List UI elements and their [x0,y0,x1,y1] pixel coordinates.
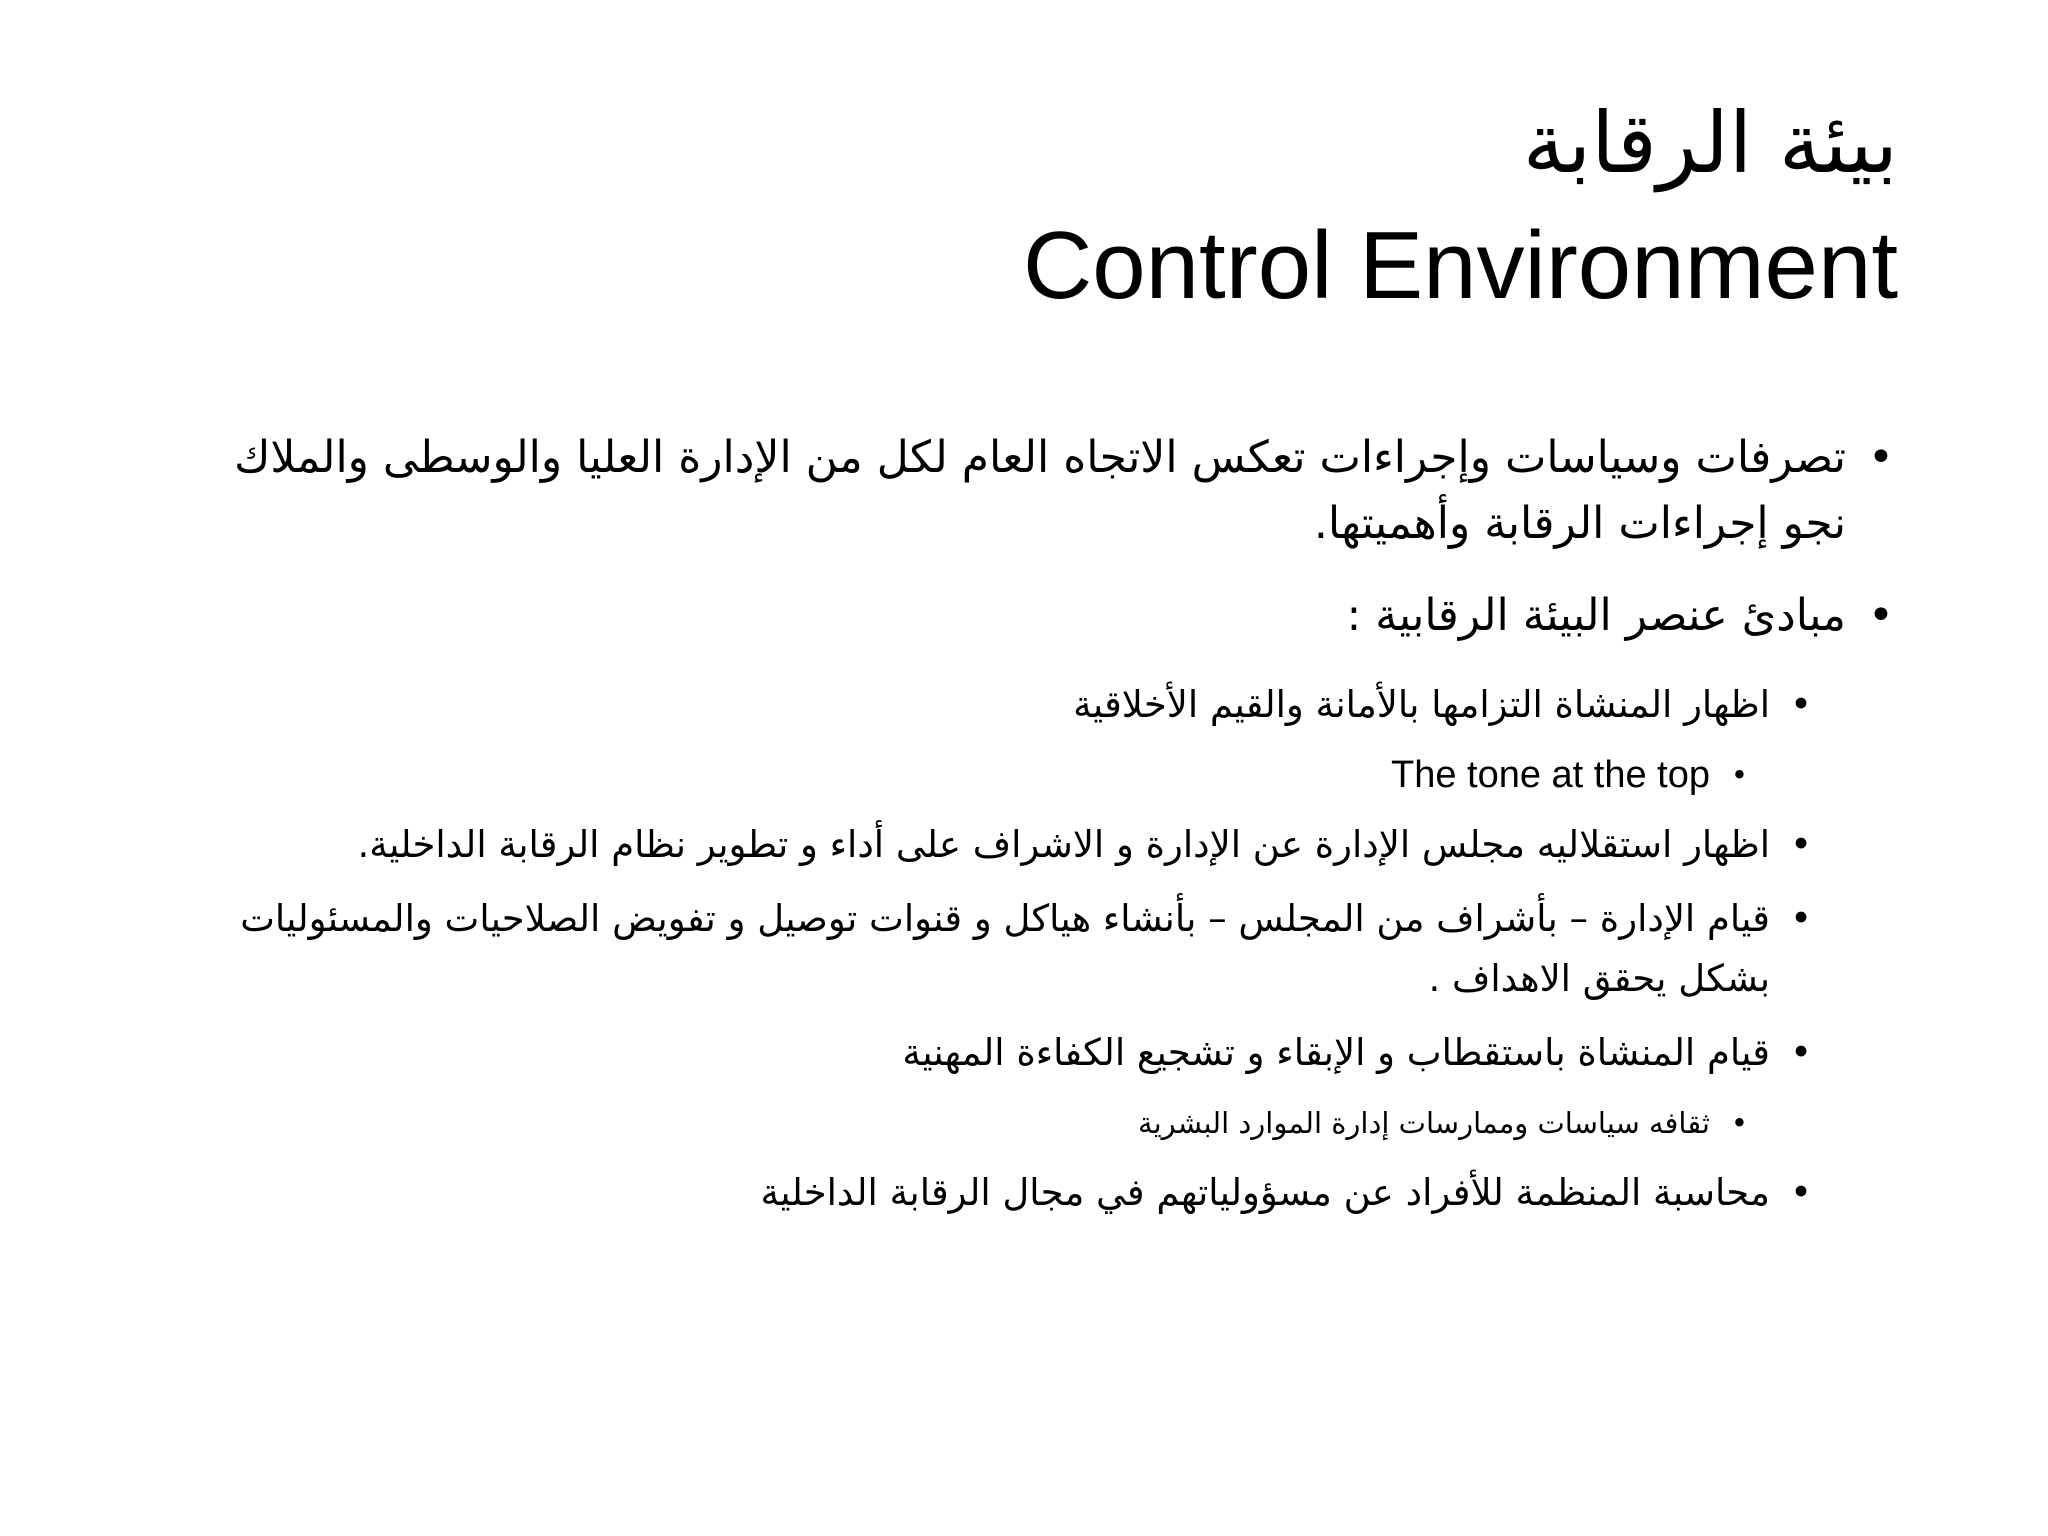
slide-title [198,85,1898,331]
bullet-dot: • [1790,1031,1812,1074]
title-arabic: بيئة الرقابة [1522,94,1898,192]
sub-bullet-item [178,889,1898,1009]
bullet-item [178,583,1898,649]
sub-sub-bullet-item [178,749,1898,801]
bullet-text: تصرفات وسياسات وإجراءات تعكس الاتجاه العام لكل من الإدارة العليا والوسطى والملاك نجو إجراءات الرقابة وأهميتها. [234,432,1846,549]
bullet-text: The tone at the top [1390,754,1710,796]
bullet-text: مبادئ عنصر البيئة الرقابية : [1346,590,1846,641]
bullet-text: اظهار استقلاليه مجلس الإدارة عن الإدارة و الاشراف على أداء و تطوير نظام الرقابة الداخلية. [357,823,1770,866]
bullet-item [178,425,1898,557]
bullet-dot: • [1790,897,1812,940]
bullet-dot: • [1730,1106,1748,1140]
sub-bullet-item [178,1163,1898,1223]
sub-sub-bullet-item [178,1097,1898,1149]
bullet-text: اظهار المنشاة التزامها بالأمانة والقيم الأخلاقية [1073,683,1770,726]
bullet-dot: • [1790,683,1812,726]
sub-bullet-item [178,675,1898,735]
bullet-text: قيام الإدارة – بأشراف من المجلس – بأنشاء هياكل و قنوات توصيل و تفويض الصلاحيات والمسئوليات بشكل يحقق الاهداف . [240,897,1770,1000]
bullet-dot: • [1730,758,1748,792]
sub-bullet-item [178,1023,1898,1083]
bullet-dot: • [1868,590,1894,641]
bullet-text: محاسبة المنظمة للأفراد عن مسؤولياتهم في مجال الرقابة الداخلية [760,1171,1770,1214]
bullet-text: قيام المنشاة باستقطاب و الإبقاء و تشجيع الكفاءة المهنية [902,1031,1770,1074]
bullet-list [178,425,1898,1237]
title-english: Control Environment [1022,212,1898,319]
sub-bullet-item [178,815,1898,875]
bullet-dot: • [1868,432,1894,483]
bullet-dot: • [1790,823,1812,866]
bullet-dot: • [1790,1171,1812,1214]
bullet-text: ثقافه سياسات وممارسات إدارة الموارد البشرية [1138,1106,1710,1140]
